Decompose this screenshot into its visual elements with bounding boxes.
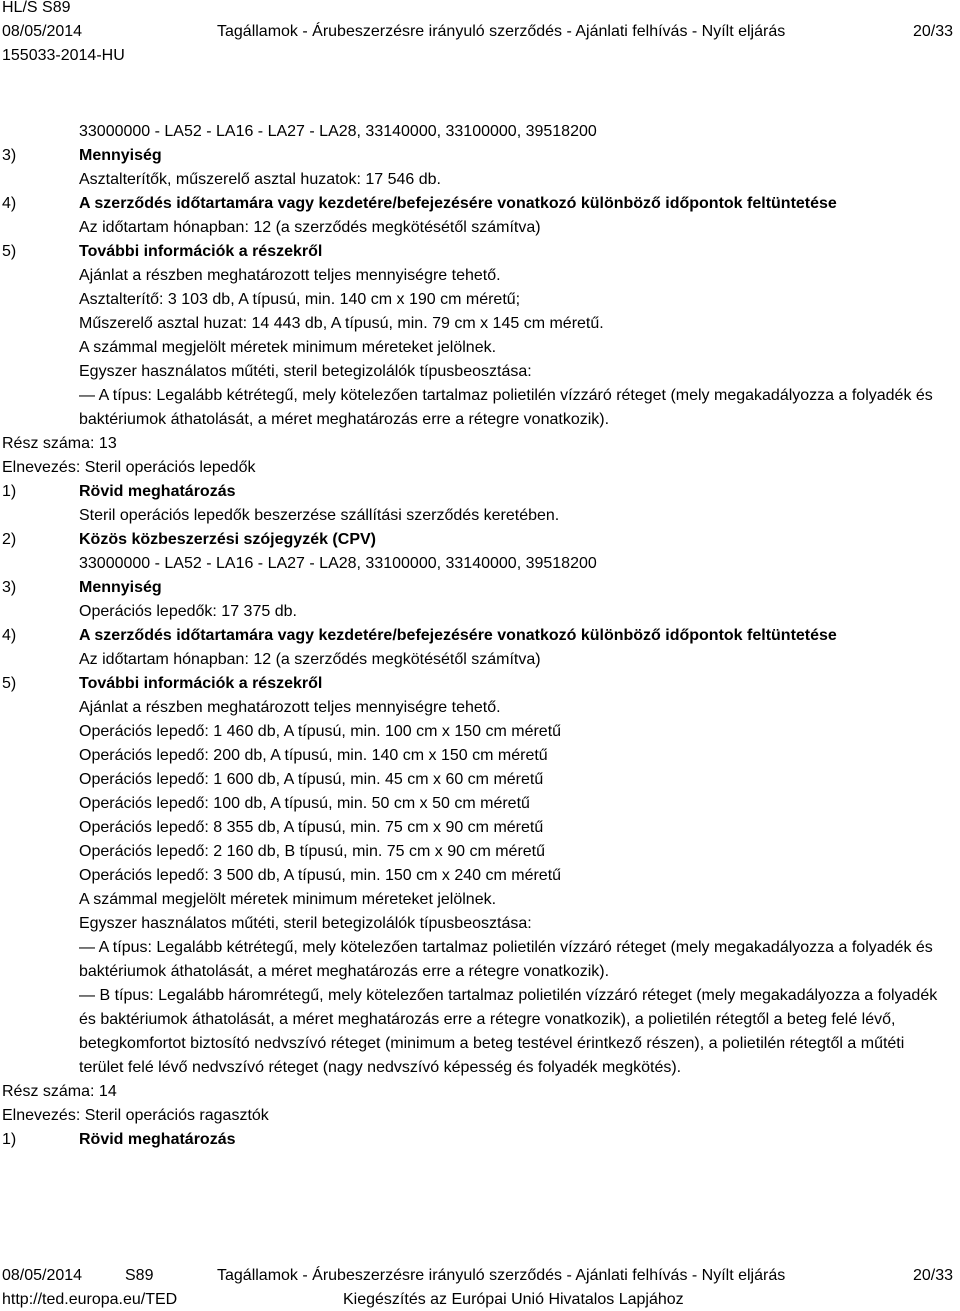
text-line: Operációs lepedő: 100 db, A típusú, min. 50 cm x 50 cm méretű (79, 795, 530, 812)
text-line: Operációs lepedő: 3 500 db, A típusú, min. 150 cm x 240 cm méretű (79, 867, 562, 884)
section-title: Mennyiség (79, 579, 162, 596)
doc-id: HL/S S89 (2, 0, 71, 16)
section-title: Rövid meghatározás (79, 1131, 236, 1148)
text-line: Műszerelő asztal huzat: 14 443 db, A típusú, min. 79 cm x 145 cm méretű. (79, 315, 604, 332)
section-number: 2) (2, 531, 17, 548)
section-heading (0, 528, 960, 552)
document-body (0, 120, 960, 1152)
section-title: Rövid meghatározás (79, 483, 236, 500)
text-line: Ajánlat a részben meghatározott teljes mennyiségre tehető. (79, 267, 501, 284)
section-heading (0, 144, 960, 168)
section-title: További információk a részekről (79, 675, 323, 692)
text-line: Operációs lepedő: 8 355 db, A típusú, min. 75 cm x 90 cm méretű (79, 819, 544, 836)
text-line: Ajánlat a részben meghatározott teljes mennyiségre tehető. (79, 699, 501, 716)
section-number: 3) (2, 147, 17, 164)
section-heading (0, 576, 960, 600)
text-line: Operációs lepedő: 1 600 db, A típusú, min. 45 cm x 60 cm méretű (79, 771, 544, 788)
section-heading (0, 672, 960, 696)
text-line: Steril operációs lepedők beszerzése szállítási szerződés keretében. (79, 507, 560, 524)
text-line: Egyszer használatos műtéti, steril betegizolálók típusbeosztása: (79, 915, 532, 932)
type-b-paragraph: — B típus: Legalább háromrétegű, mely kötelezően tartalmaz polietilén vízzáró réteget (mely megakadályozza a folyadék és baktériumok áthatolását, a méret meghatározás erre a rétegre vonatkozik), a polietilén rétegtől a beteg felé lévő, betegkomfortot biztosító nedvszívó réteget (minimum a beteg testével érintkező részen), a polietilén rétegtől a műtéti terület felé lévő nedvszívó réteget (nagy nedvszívó képesség és folyadék megkötés). (79, 987, 938, 1076)
text-line: Asztalterítő: 3 103 db, A típusú, min. 140 cm x 190 cm méretű; (79, 291, 521, 308)
section-number: 5) (2, 675, 17, 692)
section-title: Mennyiség (79, 147, 162, 164)
footer-url-link[interactable]: http://ted.europa.eu/TED (2, 1291, 178, 1308)
section-number: 4) (2, 627, 17, 644)
section-title: A szerződés időtartamára vagy kezdetére/befejezésére vonatkozó különböző időpontok feltüntetése (79, 195, 837, 212)
text-line: Operációs lepedő: 2 160 db, B típusú, min. 75 cm x 90 cm méretű (79, 843, 546, 860)
section-heading (0, 624, 960, 648)
cpv-codes: 33000000 - LA52 - LA16 - LA27 - LA28, 33100000, 33140000, 39518200 (79, 555, 597, 572)
cpv-codes: 33000000 - LA52 - LA16 - LA27 - LA28, 33140000, 33100000, 39518200 (79, 123, 597, 140)
text-line: Az időtartam hónapban: 12 (a szerződés megkötésétől számítva) (79, 651, 541, 668)
text-line: Operációs lepedő: 200 db, A típusú, min. 140 cm x 150 cm méretű (79, 747, 548, 764)
text-line: Egyszer használatos műtéti, steril betegizolálók típusbeosztása: (79, 363, 532, 380)
text-line: Operációs lepedők: 17 375 db. (79, 603, 297, 620)
text-line: Operációs lepedő: 1 460 db, A típusú, min. 100 cm x 150 cm méretű (79, 723, 562, 740)
part-number: Rész száma: 14 (2, 1083, 117, 1100)
section-number: 4) (2, 195, 17, 212)
footer-series: S89 (125, 1267, 154, 1284)
header-page-number: 20/33 (913, 23, 954, 40)
section-heading (0, 240, 960, 264)
section-number: 1) (2, 483, 17, 500)
section-heading (0, 192, 960, 216)
type-a-paragraph: — A típus: Legalább kétrétegű, mely kötelezően tartalmaz polietilén vízzáró réteget (mely megakadályozza a folyadék és baktériumok áthatolását, a méret meghatározás erre a rétegre vonatkozik). (79, 387, 933, 428)
text-line: A számmal megjelölt méretek minimum méreteket jelölnek. (79, 339, 497, 356)
section-heading (0, 480, 960, 504)
header-date: 08/05/2014 (2, 23, 83, 40)
footer-title: Tagállamok - Árubeszerzésre irányuló szerződés - Ajánlati felhívás - Nyílt eljárás (217, 1267, 786, 1284)
header-title: Tagállamok - Árubeszerzésre irányuló szerződés - Ajánlati felhívás - Nyílt eljárás (217, 23, 786, 40)
section-number: 3) (2, 579, 17, 596)
notice-number: 155033-2014-HU (2, 47, 125, 64)
section-number: 5) (2, 243, 17, 260)
section-heading (0, 1128, 960, 1152)
text-line: A számmal megjelölt méretek minimum méreteket jelölnek. (79, 891, 497, 908)
part-name: Elnevezés: Steril operációs ragasztók (2, 1107, 269, 1124)
section-title: További információk a részekről (79, 243, 323, 260)
text-line: Asztalterítők, műszerelő asztal huzatok: 17 546 db. (79, 171, 441, 188)
footer-page-number: 20/33 (913, 1267, 954, 1284)
section-title: A szerződés időtartamára vagy kezdetére/befejezésére vonatkozó különböző időpontok feltüntetése (79, 627, 837, 644)
section-number: 1) (2, 1131, 17, 1148)
part-number: Rész száma: 13 (2, 435, 117, 452)
footer-date: 08/05/2014 (2, 1267, 83, 1284)
footer-subtitle: Kiegészítés az Európai Unió Hivatalos Lapjához (343, 1291, 684, 1308)
part-name: Elnevezés: Steril operációs lepedők (2, 459, 256, 476)
text-line: Az időtartam hónapban: 12 (a szerződés megkötésétől számítva) (79, 219, 541, 236)
type-a-paragraph: — A típus: Legalább kétrétegű, mely kötelezően tartalmaz polietilén vízzáró réteget (mely megakadályozza a folyadék és baktériumok áthatolását, a méret meghatározás erre a rétegre vonatkozik). (79, 939, 933, 980)
section-title: Közös közbeszerzési szójegyzék (CPV) (79, 531, 376, 548)
